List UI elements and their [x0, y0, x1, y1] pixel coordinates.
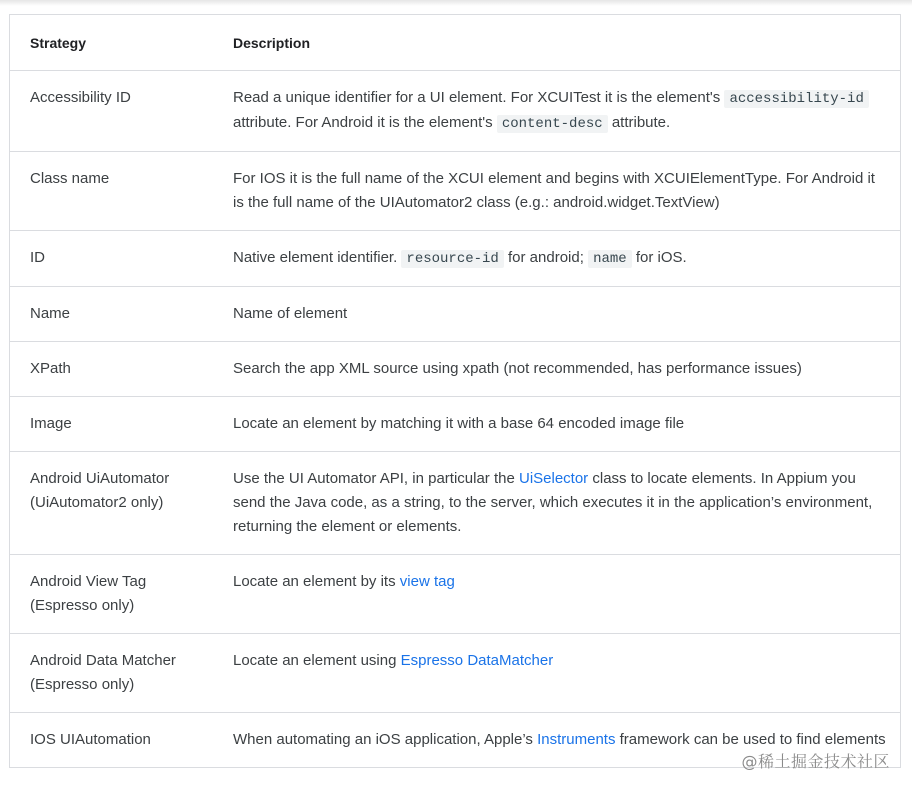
description-text: Name of element	[233, 305, 348, 322]
table-row	[10, 342, 900, 397]
table-row	[10, 452, 900, 555]
doc-link[interactable]: Instruments	[537, 731, 616, 748]
description-text: for iOS.	[631, 249, 687, 266]
description-cell	[213, 452, 900, 555]
strategy-cell: Image	[10, 397, 213, 452]
description-text: Read a unique identifier for a UI element. For XCUITest it is the element's	[233, 89, 725, 106]
description-cell	[213, 71, 900, 152]
strategy-cell: ID	[10, 231, 213, 287]
header-strategy: Strategy	[10, 15, 213, 71]
strategy-cell: Accessibility ID	[10, 71, 213, 152]
inline-code: accessibility-id	[724, 90, 868, 108]
header-description: Description	[213, 15, 900, 71]
description-text: Locate an element by its	[233, 573, 400, 590]
description-text: When automating an iOS application, Apple’s	[233, 731, 538, 748]
top-edge-shadow	[0, 0, 912, 6]
table-row	[10, 555, 900, 634]
description-cell	[213, 555, 900, 634]
table-row	[10, 152, 900, 231]
description-text: Locate an element using	[233, 652, 401, 669]
strategy-cell: XPath	[10, 342, 213, 397]
strategy-cell: Class name	[10, 152, 213, 231]
description-cell	[213, 287, 900, 342]
inline-code: name	[588, 250, 632, 268]
doc-link[interactable]: UiSelector	[518, 470, 589, 487]
locator-strategy-table	[9, 14, 901, 768]
description-text: class to locate elements. In Appium you send the Java code, as a string, to the server, which executes it in the application’s environment, returning the element or elements.	[233, 470, 873, 535]
table-row	[10, 71, 900, 152]
strategy-cell: Name	[10, 287, 213, 342]
doc-link[interactable]: Espresso DataMatcher	[400, 652, 554, 669]
description-text: Use the UI Automator API, in particular the	[233, 470, 519, 487]
table-row	[10, 397, 900, 452]
doc-link[interactable]: view tag	[399, 573, 455, 590]
strategy-cell: IOS UIAutomation	[30, 731, 151, 748]
description-text: Locate an element by matching it with a base 64 encoded image file	[233, 415, 685, 432]
description-cell	[213, 231, 900, 287]
description-cell	[213, 397, 900, 452]
description-text: attribute. For Android it is the element's	[233, 114, 497, 131]
description-text: Native element identifier.	[233, 249, 402, 266]
description-text: For IOS it is the full name of the XCUI element and begins with XCUIElementType. For Android it is the full name of the UIAutomator2 class (e.g.: android.widget.TextView)	[233, 170, 875, 211]
inline-code: content-desc	[497, 115, 608, 133]
description-text: framework can be used to find elements	[615, 731, 886, 748]
table-row	[10, 231, 900, 287]
description-text: attribute.	[607, 114, 671, 131]
description-text: for android;	[503, 249, 589, 266]
watermark: @稀土掘金技术社区	[741, 752, 890, 771]
description-cell	[213, 152, 900, 231]
inline-code: resource-id	[401, 250, 503, 268]
description-cell	[213, 342, 900, 397]
strategy-cell: Android View Tag (Espresso only)	[10, 555, 213, 634]
strategy-cell: Android Data Matcher (Espresso only)	[10, 634, 213, 713]
table-header-row	[10, 15, 900, 71]
description-cell	[213, 634, 900, 713]
table-row	[10, 634, 900, 713]
table-row	[10, 287, 900, 342]
strategy-cell: Android UiAutomator (UiAutomator2 only)	[10, 452, 213, 555]
description-text: Search the app XML source using xpath (not recommended, has performance issues)	[233, 360, 802, 377]
